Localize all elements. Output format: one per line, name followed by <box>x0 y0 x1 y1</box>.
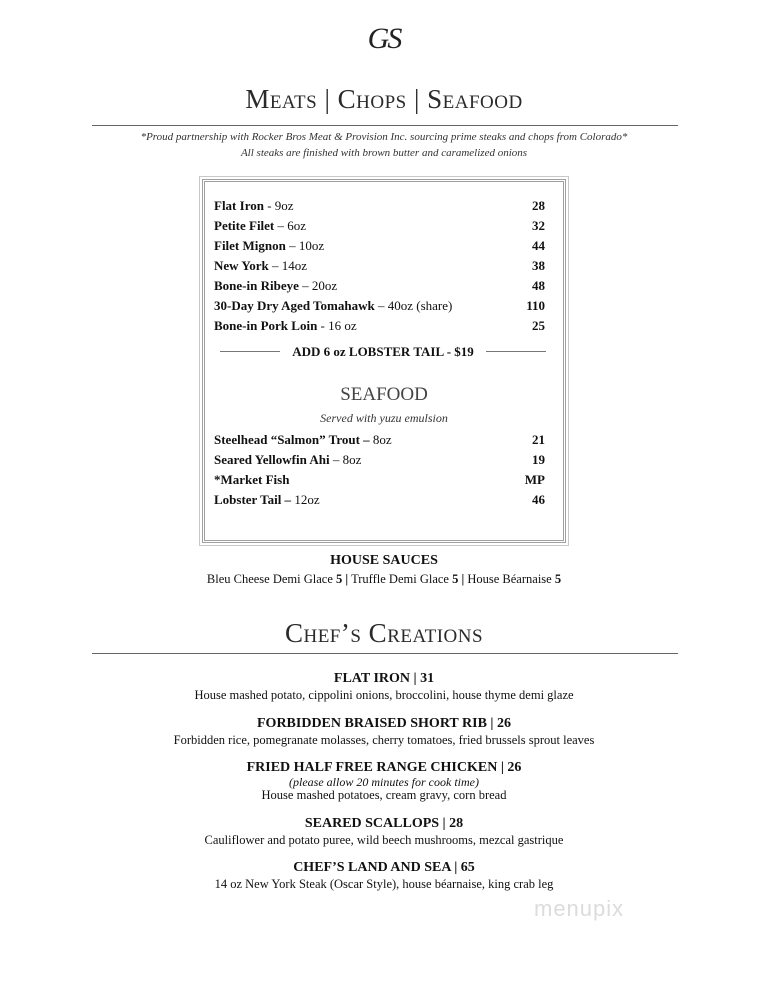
dish-description: House mashed potatoes, cream gravy, corn bread <box>261 788 507 802</box>
menu-item <box>214 276 545 296</box>
item-size: - 9oz <box>263 198 294 213</box>
menu-item <box>214 296 545 316</box>
menu-item <box>214 196 545 216</box>
item-size: 8oz <box>369 432 392 447</box>
sauce-name: House Béarnaise <box>467 572 552 586</box>
item-size: – 20oz <box>298 278 338 293</box>
dish-title: CHEF’S LAND AND SEA | 65 <box>293 860 475 875</box>
meats-section-title: Meats | Chops | Seafood <box>245 84 523 114</box>
item-price: 25 <box>532 318 545 333</box>
item-size: - 16 oz <box>317 318 357 333</box>
sauce-price: 5 <box>336 572 343 586</box>
item-price: 44 <box>532 238 545 253</box>
item-name: New York <box>214 258 269 273</box>
seafood-subtitle: Served with yuzu emulsion <box>320 411 448 425</box>
item-name: Seared Yellowfin Ahi <box>214 452 330 467</box>
item-name: Filet Mignon <box>214 238 286 253</box>
item-price: 48 <box>532 278 545 293</box>
house-sauces-heading: HOUSE SAUCES <box>330 553 438 568</box>
menu-item <box>214 470 545 490</box>
item-size: 12oz <box>291 492 320 507</box>
finish-note: All steaks are finished with brown butter and caramelized onions <box>240 147 528 159</box>
item-price: 46 <box>532 492 545 507</box>
menu-item <box>214 450 545 470</box>
dish-note: (please allow 20 minutes for cook time) <box>289 775 479 789</box>
item-name: Lobster Tail – <box>214 492 292 507</box>
sauce-separator: | <box>461 572 465 586</box>
house-sauces-list <box>0 572 768 587</box>
item-price: 21 <box>532 432 545 447</box>
menu-item <box>214 256 545 276</box>
sauce-price: 5 <box>452 572 459 586</box>
item-name: Bone-in Ribeye <box>214 278 299 293</box>
dish-title: FLAT IRON | 31 <box>333 671 435 686</box>
sauce-name: Truffle Demi Glace <box>351 572 449 586</box>
item-size: – 14oz <box>268 258 308 273</box>
dish-title: FORBIDDEN BRAISED SHORT RIB | 26 <box>257 716 511 731</box>
sauce-separator: | <box>345 572 349 586</box>
menu-item <box>214 236 545 256</box>
partnership-note: *Proud partnership with Rocker Bros Meat & Provision Inc. sourcing prime steaks and chops from Colorado* <box>140 131 628 143</box>
addon-text: ADD 6 oz LOBSTER TAIL - $19 <box>292 344 474 359</box>
menu-item <box>214 316 545 336</box>
meats-divider <box>92 125 678 126</box>
dish-title: FRIED HALF FREE RANGE CHICKEN | 26 <box>246 760 522 775</box>
dish-description: 14 oz New York Steak (Oscar Style), house béarnaise, king crab leg <box>214 877 554 891</box>
menu-item <box>214 216 545 236</box>
seafood-heading: SEAFOOD <box>340 384 428 405</box>
restaurant-logo: GS <box>367 22 401 55</box>
item-name: Bone-in Pork Loin <box>214 318 318 333</box>
menu-item <box>214 490 545 510</box>
item-size: – 8oz <box>329 452 362 467</box>
dish-title: SEARED SCALLOPS | 28 <box>304 816 464 831</box>
item-size: – 10oz <box>285 238 325 253</box>
item-name: 30-Day Dry Aged Tomahawk <box>214 298 375 313</box>
lobster-addon <box>220 342 546 362</box>
dish-description: Forbidden rice, pomegranate molasses, cherry tomatoes, fried brussels sprout leaves <box>173 733 595 747</box>
item-name: Steelhead “Salmon” Trout – <box>214 432 370 447</box>
dish-description: Cauliflower and potato puree, wild beech mushrooms, mezcal gastrique <box>204 833 564 847</box>
sauce-name: Bleu Cheese Demi Glace <box>206 572 333 586</box>
item-name: Flat Iron <box>214 198 264 213</box>
item-size: – 40oz (share) <box>374 298 453 313</box>
item-price: 28 <box>532 198 545 213</box>
item-price: 38 <box>532 258 545 273</box>
item-name: Petite Filet <box>214 218 275 233</box>
item-price: MP <box>524 472 545 487</box>
item-price: 19 <box>532 452 545 467</box>
sauce-price: 5 <box>554 572 562 586</box>
watermark: menupix <box>534 896 625 921</box>
item-name: *Market Fish <box>214 472 290 487</box>
item-size: – 6oz <box>274 218 307 233</box>
creations-section-title: Chef’s Creations <box>284 618 484 648</box>
item-price: 32 <box>532 218 545 233</box>
item-price: 110 <box>526 298 545 313</box>
dish-description: House mashed potato, cippolini onions, broccolini, house thyme demi glaze <box>194 688 574 702</box>
menu-item <box>214 430 545 450</box>
creations-divider <box>92 653 678 654</box>
